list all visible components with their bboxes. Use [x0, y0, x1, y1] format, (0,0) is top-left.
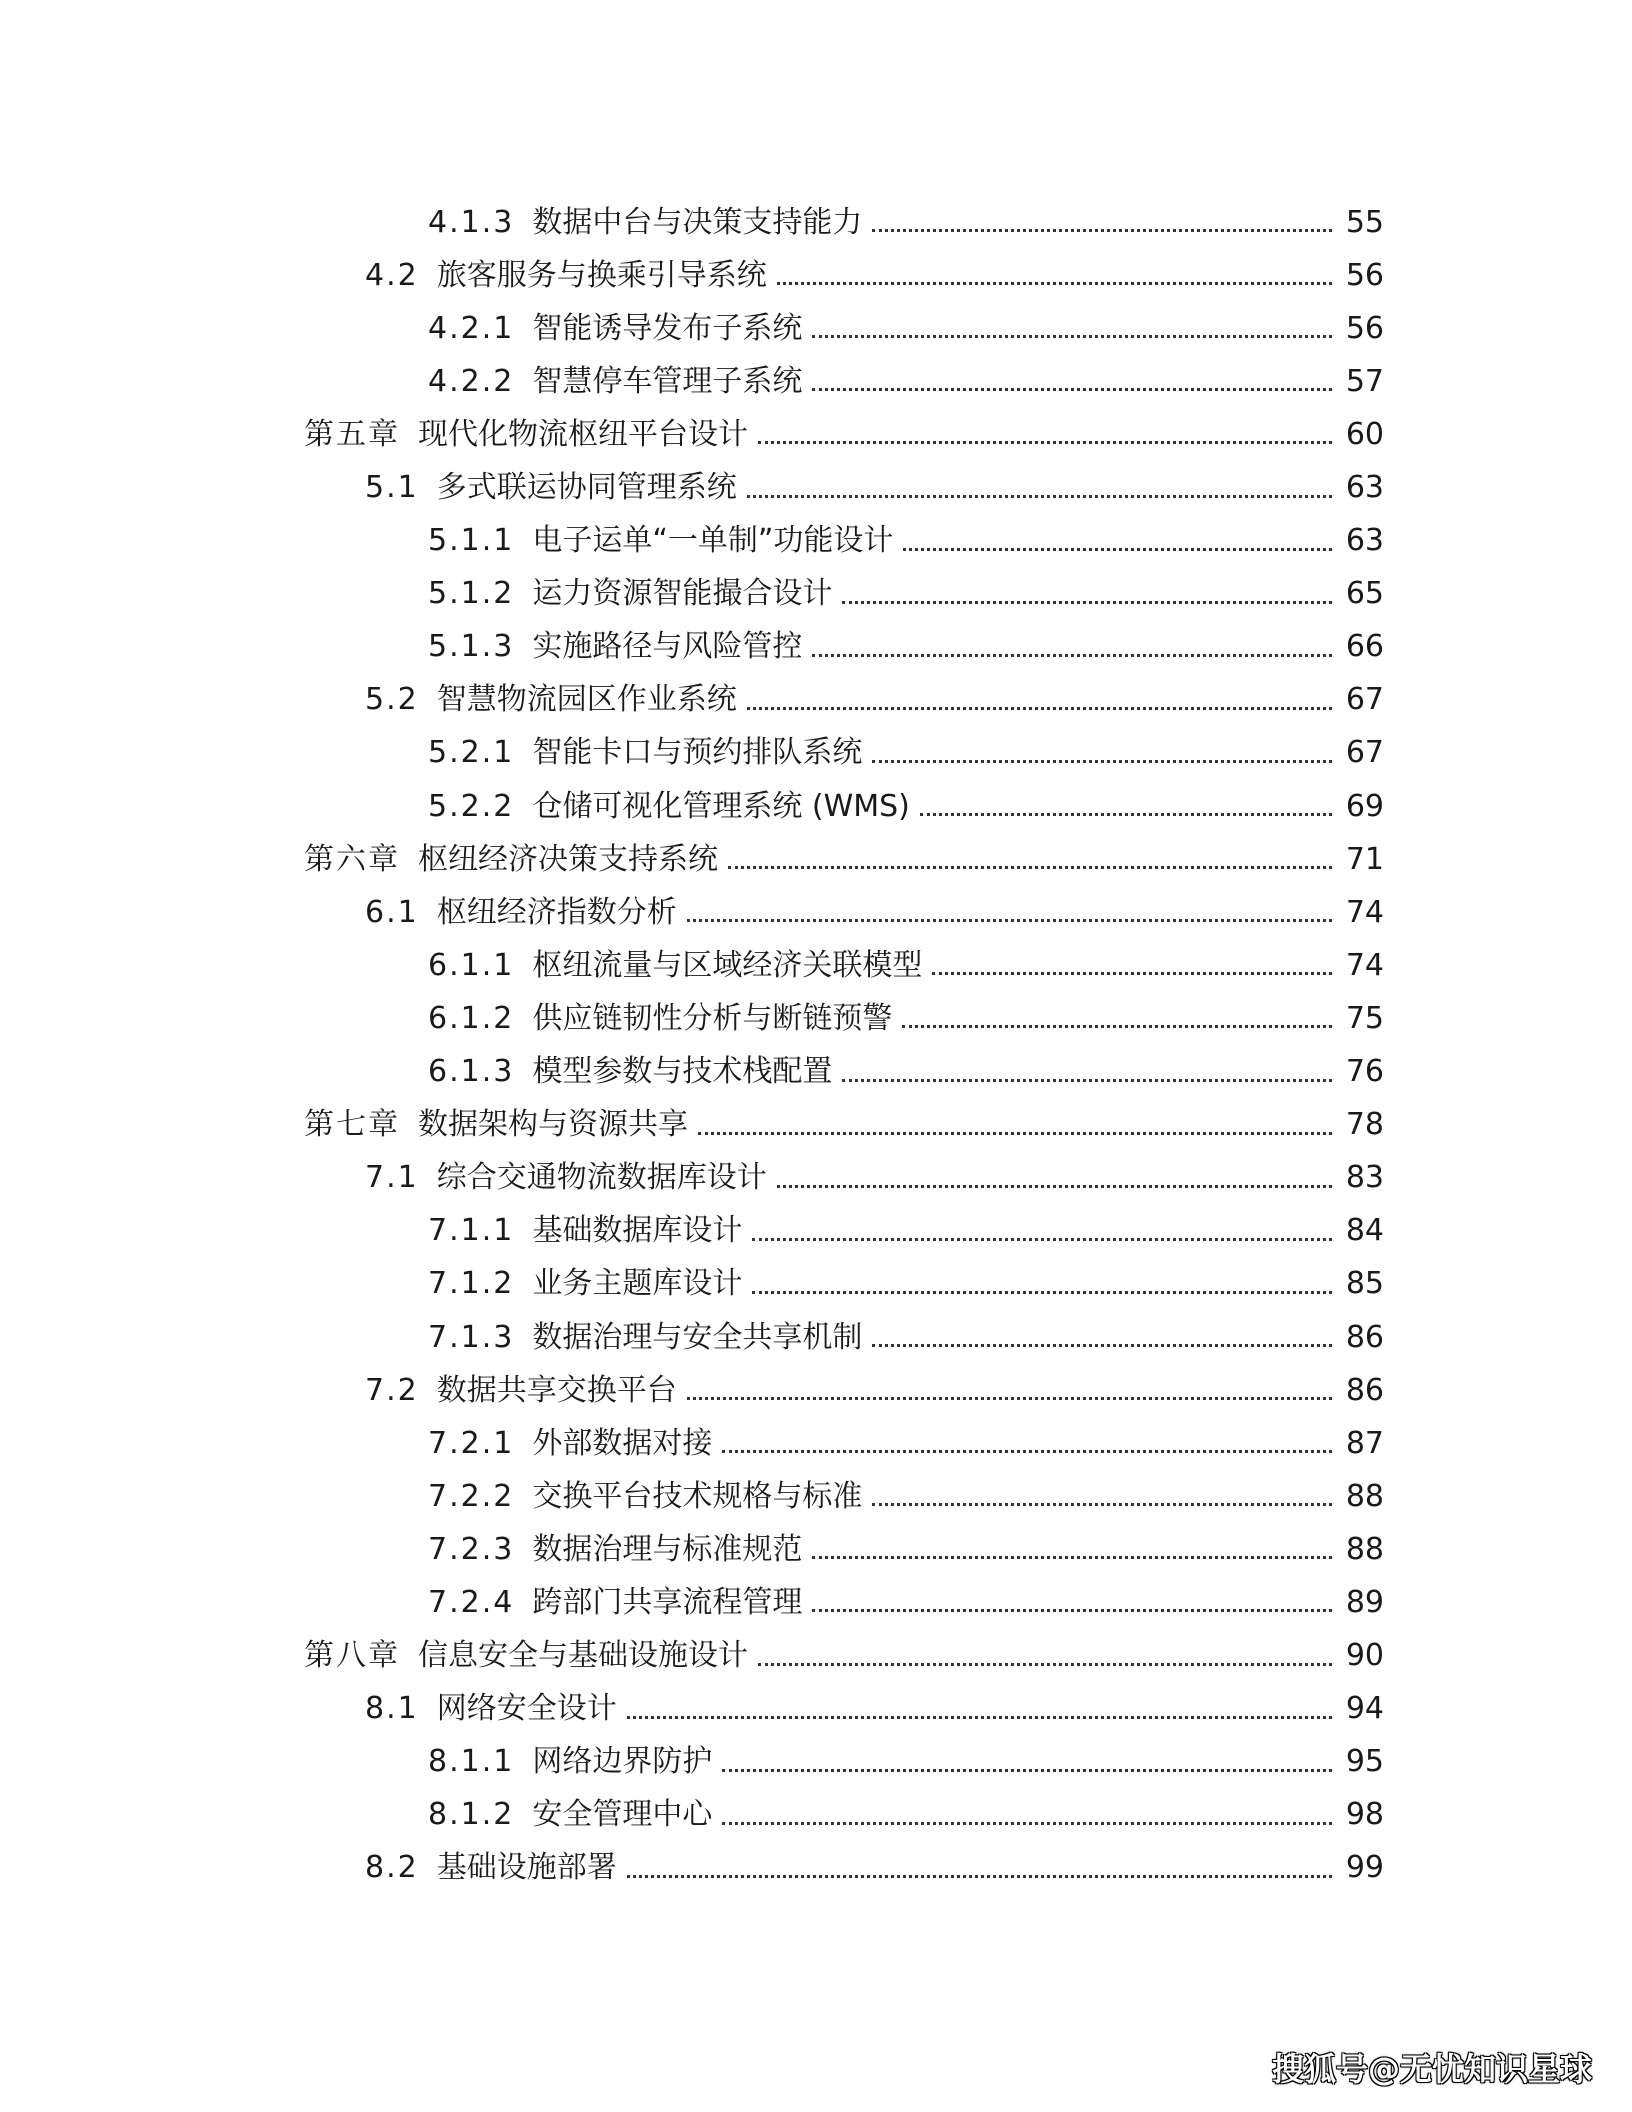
toc-entry-label — [428, 1054, 833, 1090]
toc-dot-leader — [812, 654, 1332, 657]
toc-dot-leader — [872, 760, 1332, 763]
toc-entry-label — [428, 1531, 803, 1567]
toc-entry-page-number: 94 — [1345, 1691, 1384, 1727]
toc-entry-page-number: 88 — [1345, 1478, 1384, 1514]
toc-entry-label — [365, 257, 767, 293]
toc-dot-leader — [747, 707, 1332, 710]
toc-entry-title: 现代化物流枢纽平台设计 — [418, 416, 748, 452]
toc-entry-page-number: 74 — [1345, 947, 1384, 983]
toc-dot-leader — [842, 601, 1332, 604]
toc-entry-number: 5.2 — [365, 682, 419, 718]
toc-entry-page-number: 56 — [1345, 257, 1384, 293]
toc-entry-label — [428, 1319, 863, 1355]
toc-entry[interactable] — [0, 1736, 1384, 1789]
toc-entry-number: 7.2.2 — [428, 1478, 515, 1514]
toc-dot-leader — [777, 282, 1332, 285]
table-of-contents — [0, 196, 1632, 1895]
toc-entry-page-number: 67 — [1345, 682, 1384, 718]
toc-entry-page-number: 63 — [1345, 470, 1384, 506]
toc-entry[interactable] — [0, 196, 1384, 249]
toc-entry[interactable] — [0, 621, 1384, 674]
toc-entry-label — [428, 1425, 713, 1461]
toc-entry-number: 6.1.1 — [428, 947, 515, 983]
toc-entry-page-number: 74 — [1345, 894, 1384, 930]
toc-dot-leader — [777, 1185, 1332, 1188]
toc-entry-number: 第五章 — [304, 416, 400, 452]
toc-entry-number: 8.2 — [365, 1850, 419, 1886]
toc-entry-title: 供应链韧性分析与断链预警 — [532, 1000, 893, 1036]
toc-entry-title: 数据中台与决策支持能力 — [532, 204, 863, 240]
toc-dot-leader — [812, 1609, 1332, 1612]
toc-entry[interactable] — [0, 1789, 1384, 1842]
toc-dot-leader — [872, 1344, 1332, 1347]
toc-entry-label — [428, 735, 863, 771]
toc-dot-leader — [812, 388, 1332, 391]
toc-entry-label — [428, 363, 803, 399]
toc-entry-label — [304, 416, 748, 452]
toc-entry[interactable] — [0, 886, 1384, 939]
toc-entry-page-number: 55 — [1345, 204, 1384, 240]
toc-dot-leader — [902, 1025, 1332, 1028]
toc-entry[interactable] — [0, 1099, 1384, 1152]
toc-dot-leader — [687, 1397, 1332, 1400]
toc-entry-title: 数据治理与标准规范 — [532, 1531, 803, 1567]
toc-entry-page-number: 87 — [1345, 1425, 1384, 1461]
toc-entry-label — [365, 1691, 617, 1727]
toc-entry-number: 4.2.1 — [428, 310, 515, 346]
toc-entry[interactable] — [0, 1576, 1384, 1629]
toc-entry-page-number: 84 — [1345, 1213, 1384, 1249]
toc-entry[interactable] — [0, 515, 1384, 568]
toc-entry-label — [365, 1160, 767, 1196]
toc-entry[interactable] — [0, 939, 1384, 992]
toc-entry-title: 跨部门共享流程管理 — [532, 1584, 803, 1620]
toc-entry[interactable] — [0, 1470, 1384, 1523]
toc-entry-number: 4.2.2 — [428, 363, 515, 399]
toc-dot-leader — [728, 866, 1332, 869]
toc-entry-label — [304, 841, 718, 877]
toc-entry-number: 8.1 — [365, 1691, 419, 1727]
toc-entry-title: 多式联运协同管理系统 — [436, 470, 737, 506]
toc-entry-page-number: 56 — [1345, 310, 1384, 346]
toc-dot-leader — [722, 1450, 1332, 1453]
toc-entry-label — [428, 1266, 743, 1302]
toc-entry-number: 5.1.3 — [428, 629, 515, 665]
toc-entry[interactable] — [0, 992, 1384, 1045]
toc-entry-page-number: 60 — [1345, 416, 1384, 452]
toc-entry[interactable] — [0, 408, 1384, 461]
toc-entry-number: 第八章 — [304, 1638, 400, 1674]
toc-dot-leader — [758, 1663, 1332, 1666]
toc-entry-label — [365, 1850, 617, 1886]
watermark: 搜狐号@无忧知识星球 — [1271, 2050, 1592, 2088]
toc-entry-title: 智能卡口与预约排队系统 — [532, 735, 863, 771]
toc-entry-title: 枢纽经济决策支持系统 — [418, 841, 718, 877]
toc-entry-number: 4.2 — [365, 257, 419, 293]
toc-entry-page-number: 69 — [1345, 788, 1384, 824]
toc-dot-leader — [872, 229, 1332, 232]
toc-entry[interactable] — [0, 780, 1384, 833]
toc-entry-page-number: 63 — [1345, 523, 1384, 559]
toc-dot-leader — [752, 1291, 1332, 1294]
toc-entry-page-number: 65 — [1345, 576, 1384, 612]
toc-dot-leader — [627, 1716, 1332, 1719]
toc-entry[interactable] — [0, 1152, 1384, 1205]
toc-entry-page-number: 78 — [1345, 1107, 1384, 1143]
toc-entry-page-number: 67 — [1345, 735, 1384, 771]
toc-entry-title: 数据架构与资源共享 — [418, 1107, 688, 1143]
toc-entry-label — [428, 1478, 863, 1514]
toc-entry-label — [428, 788, 910, 824]
toc-entry-page-number: 66 — [1345, 629, 1384, 665]
toc-entry[interactable] — [0, 1630, 1384, 1683]
toc-entry-number: 5.2.1 — [428, 735, 515, 771]
toc-entry[interactable] — [0, 302, 1384, 355]
toc-entry[interactable] — [0, 249, 1384, 302]
toc-dot-leader — [758, 441, 1332, 444]
toc-entry[interactable] — [0, 355, 1384, 408]
toc-entry[interactable] — [0, 727, 1384, 780]
toc-entry-label — [428, 523, 894, 559]
toc-entry-title: 网络边界防护 — [532, 1744, 713, 1780]
toc-entry-number: 7.2.4 — [428, 1584, 515, 1620]
toc-entry-title: 基础数据库设计 — [532, 1213, 743, 1249]
toc-entry-title: 仓储可视化管理系统 (WMS) — [532, 788, 910, 824]
toc-entry-number: 7.1.2 — [428, 1266, 515, 1302]
toc-entry-title: 业务主题库设计 — [532, 1266, 743, 1302]
toc-entry-number: 7.1.3 — [428, 1319, 515, 1355]
toc-entry[interactable] — [0, 1311, 1384, 1364]
toc-entry-label — [428, 1213, 743, 1249]
toc-entry-title: 数据治理与安全共享机制 — [532, 1319, 863, 1355]
toc-entry-title: 枢纽流量与区域经济关联模型 — [532, 947, 923, 983]
toc-entry[interactable] — [0, 1258, 1384, 1311]
toc-entry-title: 数据共享交换平台 — [436, 1372, 677, 1408]
toc-entry-page-number: 71 — [1345, 841, 1384, 877]
toc-entry[interactable] — [0, 1683, 1384, 1736]
toc-entry-page-number: 99 — [1345, 1850, 1384, 1886]
toc-entry-title: 旅客服务与换乘引导系统 — [436, 257, 767, 293]
toc-entry-label — [365, 894, 677, 930]
toc-entry-title: 综合交通物流数据库设计 — [436, 1160, 767, 1196]
toc-entry-label — [428, 1000, 893, 1036]
toc-entry-number: 8.1.1 — [428, 1744, 515, 1780]
toc-entry-label — [304, 1107, 688, 1143]
toc-entry-title: 网络安全设计 — [436, 1691, 617, 1727]
toc-entry-page-number: 57 — [1345, 363, 1384, 399]
toc-entry-title: 外部数据对接 — [532, 1425, 713, 1461]
toc-entry[interactable] — [0, 568, 1384, 621]
toc-dot-leader — [722, 1822, 1332, 1825]
toc-entry[interactable] — [0, 1523, 1384, 1576]
toc-entry-title: 模型参数与技术栈配置 — [532, 1054, 833, 1090]
toc-entry-number: 7.1 — [365, 1160, 419, 1196]
toc-entry-title: 安全管理中心 — [532, 1797, 713, 1833]
toc-dot-leader — [752, 1238, 1332, 1241]
toc-entry-label — [428, 1744, 713, 1780]
toc-entry-label — [428, 1584, 803, 1620]
toc-entry-title: 智能诱导发布子系统 — [532, 310, 803, 346]
toc-entry-number: 6.1.2 — [428, 1000, 515, 1036]
toc-entry-title: 交换平台技术规格与标准 — [532, 1478, 863, 1514]
toc-entry-label — [428, 947, 923, 983]
toc-entry-label — [428, 310, 803, 346]
toc-dot-leader — [627, 1875, 1332, 1878]
toc-entry-number: 4.1.3 — [428, 204, 515, 240]
toc-entry-number: 第七章 — [304, 1107, 400, 1143]
toc-entry-title: 实施路径与风险管控 — [532, 629, 803, 665]
toc-entry-label — [365, 682, 737, 718]
toc-entry-number: 8.1.2 — [428, 1797, 515, 1833]
toc-entry-title: 智慧停车管理子系统 — [532, 363, 803, 399]
toc-entry-page-number: 86 — [1345, 1372, 1384, 1408]
toc-entry[interactable] — [0, 833, 1384, 886]
toc-entry-number: 第六章 — [304, 841, 400, 877]
toc-entry-label — [428, 204, 863, 240]
toc-entry-number: 5.1 — [365, 470, 419, 506]
toc-dot-leader — [920, 813, 1332, 816]
toc-entry-number: 5.2.2 — [428, 788, 515, 824]
toc-entry[interactable] — [0, 1205, 1384, 1258]
toc-entry-label — [365, 470, 737, 506]
toc-entry-number: 5.1.1 — [428, 523, 515, 559]
toc-entry-number: 7.1.1 — [428, 1213, 515, 1249]
toc-entry-title: 智慧物流园区作业系统 — [436, 682, 737, 718]
toc-entry-page-number: 88 — [1345, 1531, 1384, 1567]
toc-dot-leader — [812, 1556, 1332, 1559]
toc-entry-number: 6.1.3 — [428, 1054, 515, 1090]
toc-entry-title: 枢纽经济指数分析 — [436, 894, 677, 930]
toc-entry[interactable] — [0, 1046, 1384, 1099]
toc-entry-page-number: 85 — [1345, 1266, 1384, 1302]
toc-dot-leader — [698, 1132, 1332, 1135]
toc-entry-title: 基础设施部署 — [436, 1850, 617, 1886]
toc-entry-number: 7.2.3 — [428, 1531, 515, 1567]
toc-dot-leader — [747, 495, 1332, 498]
toc-entry-number: 7.2.1 — [428, 1425, 515, 1461]
toc-entry-label — [428, 1797, 713, 1833]
toc-entry-number: 7.2 — [365, 1372, 419, 1408]
toc-entry-page-number: 86 — [1345, 1319, 1384, 1355]
toc-entry[interactable] — [0, 1417, 1384, 1470]
toc-dot-leader — [932, 972, 1332, 975]
toc-entry-label — [428, 576, 833, 612]
toc-dot-leader — [872, 1503, 1332, 1506]
toc-dot-leader — [722, 1769, 1332, 1772]
toc-entry-title: 电子运单“一单制”功能设计 — [532, 523, 894, 559]
toc-entry-page-number: 95 — [1345, 1744, 1384, 1780]
toc-dot-leader — [687, 919, 1332, 922]
toc-dot-leader — [842, 1079, 1332, 1082]
toc-entry[interactable] — [0, 1364, 1384, 1417]
toc-entry-page-number: 89 — [1345, 1584, 1384, 1620]
toc-entry-title: 信息安全与基础设施设计 — [418, 1638, 748, 1674]
toc-entry-page-number: 83 — [1345, 1160, 1384, 1196]
toc-dot-leader — [812, 335, 1332, 338]
toc-entry-page-number: 98 — [1345, 1797, 1384, 1833]
toc-entry-number: 6.1 — [365, 894, 419, 930]
toc-entry[interactable] — [0, 461, 1384, 514]
toc-dot-leader — [903, 548, 1332, 551]
toc-entry-label — [304, 1638, 748, 1674]
toc-entry-label — [365, 1372, 677, 1408]
toc-entry[interactable] — [0, 1842, 1384, 1895]
toc-entry-page-number: 76 — [1345, 1054, 1384, 1090]
toc-entry-title: 运力资源智能撮合设计 — [532, 576, 833, 612]
toc-entry-number: 5.1.2 — [428, 576, 515, 612]
toc-entry-label — [428, 629, 803, 665]
toc-entry[interactable] — [0, 674, 1384, 727]
toc-entry-page-number: 75 — [1345, 1000, 1384, 1036]
toc-entry-page-number: 90 — [1345, 1638, 1384, 1674]
